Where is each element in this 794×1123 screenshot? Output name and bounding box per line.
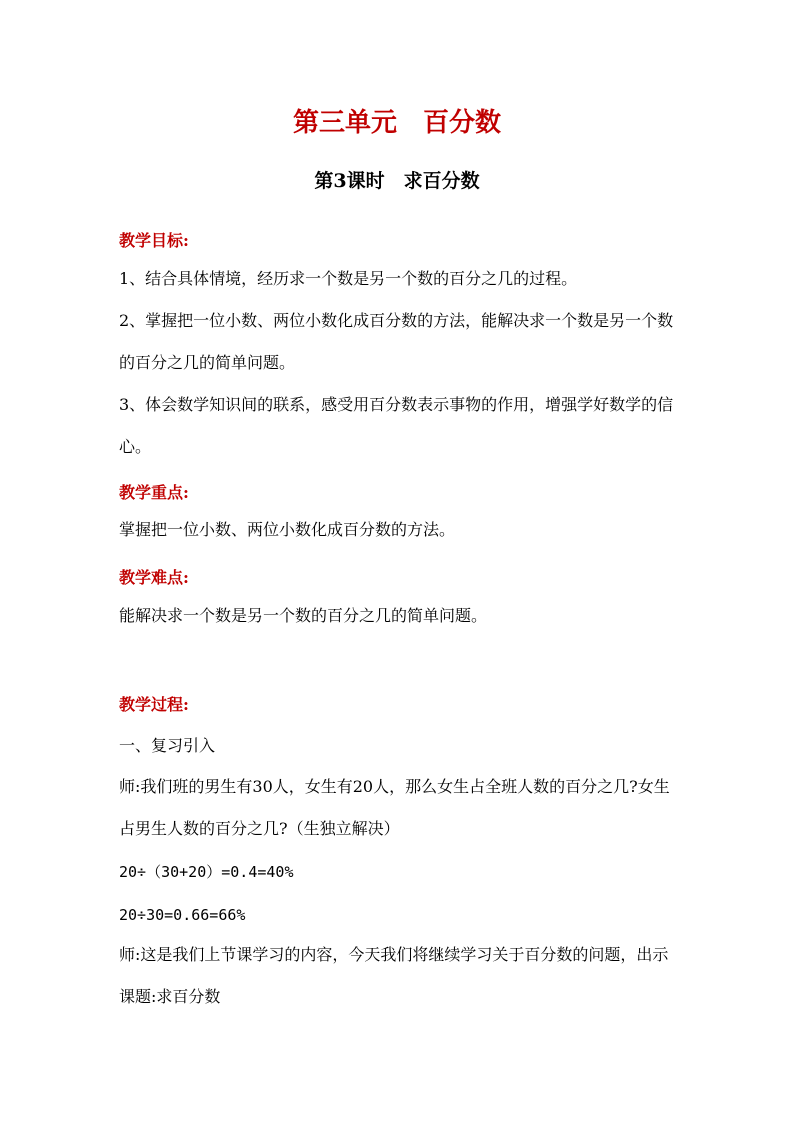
teacher-introduction: 师:这是我们上节课学习的内容，今天我们将继续学习关于百分数的问题，出示课题:求百分数 [119, 945, 669, 1006]
calculation-2: 20÷30=0.66=66% [119, 906, 246, 924]
objectives-heading: 教学目标: [119, 231, 189, 250]
objective-item-3: 3、体会数学知识间的联系，感受用百分数表示事物的作用，增强学好数学的信心。 [119, 395, 674, 456]
difficulties-text: 能解决求一个数是另一个数的百分之几的简单问题。 [119, 606, 488, 625]
objective-item-1: 1、结合具体情境，经历求一个数是另一个数的百分之几的过程。 [119, 269, 578, 288]
key-points-heading: 教学重点: [119, 483, 189, 502]
teacher-question: 师:我们班的男生有30人，女生有20人，那么女生占全班人数的百分之几?女生占男生人数的百分之几?（生独立解决） [119, 777, 670, 838]
key-points-text: 掌握把一位小数、两位小数化成百分数的方法。 [119, 520, 456, 539]
lesson-subtitle: 第3课时 求百分数 [314, 170, 480, 192]
process-heading: 教学过程: [119, 695, 189, 714]
difficulties-heading: 教学难点: [119, 568, 189, 587]
unit-title: 第三单元 百分数 [292, 108, 501, 138]
process-section-1: 一、复习引入 [119, 736, 216, 755]
objective-item-2: 2、掌握把一位小数、两位小数化成百分数的方法，能解决求一个数是另一个数的百分之几的简单问题。 [119, 311, 674, 372]
calculation-1: 20÷（30+20）=0.4=40% [119, 863, 294, 881]
